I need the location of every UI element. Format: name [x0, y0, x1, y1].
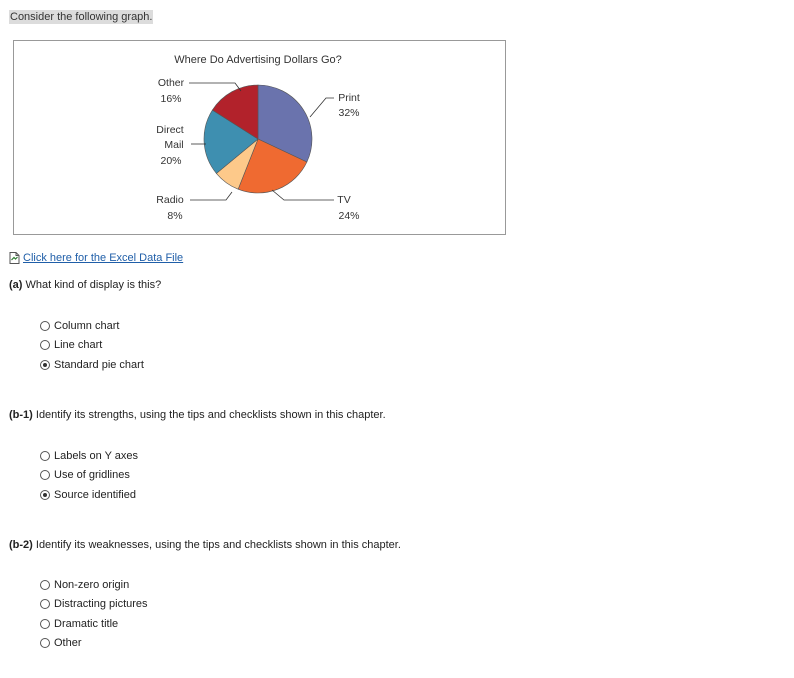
label-direct-line1: Direct	[156, 124, 184, 136]
option-labels-on-y-axes[interactable]	[40, 446, 138, 466]
option-label: Other	[54, 637, 82, 650]
label-other-name: Other	[157, 77, 185, 89]
radio-button[interactable]	[40, 638, 50, 648]
question-a-tag: (a)	[9, 279, 23, 291]
option-dramatic-title[interactable]	[40, 614, 148, 634]
option-standard-pie-chart[interactable]	[40, 355, 144, 375]
option-non-zero-origin[interactable]	[40, 575, 148, 595]
option-other[interactable]	[40, 634, 148, 654]
question-a	[9, 279, 161, 291]
question-b1-text: Identify its strengths, using the tips and checklists shown in this chapter.	[32, 409, 386, 421]
option-label: Distracting pictures	[54, 598, 148, 611]
option-label: Labels on Y axes	[54, 449, 138, 462]
option-column-chart[interactable]	[40, 316, 144, 336]
question-b2-options	[40, 575, 148, 653]
option-source-identified[interactable]	[40, 485, 138, 505]
option-label: Column chart	[54, 319, 120, 332]
question-b2	[9, 539, 401, 551]
radio-button[interactable]	[40, 619, 50, 629]
document-icon	[9, 252, 20, 264]
radio-button[interactable]	[40, 470, 50, 480]
radio-button[interactable]	[40, 321, 50, 331]
radio-button[interactable]	[40, 580, 50, 590]
question-b1-options	[40, 446, 138, 505]
label-direct-pct: 20%	[160, 155, 182, 167]
question-b2-text: Identify its weaknesses, using the tips and checklists shown in this chapter.	[32, 539, 401, 551]
pie-chart-figure	[13, 40, 506, 235]
radio-button-selected[interactable]	[40, 490, 50, 500]
label-tv-pct: 24%	[338, 210, 360, 222]
radio-button[interactable]	[40, 599, 50, 609]
option-label: Dramatic title	[54, 617, 119, 630]
label-other-pct: 16%	[160, 93, 182, 105]
pie-chart	[14, 41, 505, 234]
question-b1	[9, 409, 386, 421]
radio-button[interactable]	[40, 451, 50, 461]
label-radio-name: Radio	[156, 194, 184, 206]
label-print-name: Print	[338, 92, 360, 104]
option-label: Source identified	[54, 488, 136, 501]
option-distracting-pictures[interactable]	[40, 595, 148, 615]
option-line-chart[interactable]	[40, 336, 144, 356]
excel-link-label: Click here for the Excel Data File	[23, 252, 184, 264]
radio-button-selected[interactable]	[40, 360, 50, 370]
option-use-of-gridlines[interactable]	[40, 466, 138, 486]
label-print-pct: 32%	[338, 107, 360, 119]
excel-data-link[interactable]	[9, 252, 183, 264]
option-label: Non-zero origin	[54, 578, 130, 591]
question-b2-tag: (b-2)	[9, 539, 33, 551]
intro-text: Consider the following graph.	[10, 11, 153, 23]
chart-title: Where Do Advertising Dollars Go?	[174, 54, 342, 66]
option-label: Standard pie chart	[54, 358, 144, 371]
label-direct-line2: Mail	[164, 139, 184, 151]
option-label: Use of gridlines	[54, 469, 130, 482]
question-a-options	[40, 316, 144, 375]
label-radio-pct: 8%	[167, 210, 183, 222]
question-b1-tag: (b-1)	[9, 409, 33, 421]
label-tv-name: TV	[337, 194, 351, 206]
radio-button[interactable]	[40, 340, 50, 350]
option-label: Line chart	[54, 339, 103, 352]
question-a-text: What kind of display is this?	[22, 279, 162, 291]
